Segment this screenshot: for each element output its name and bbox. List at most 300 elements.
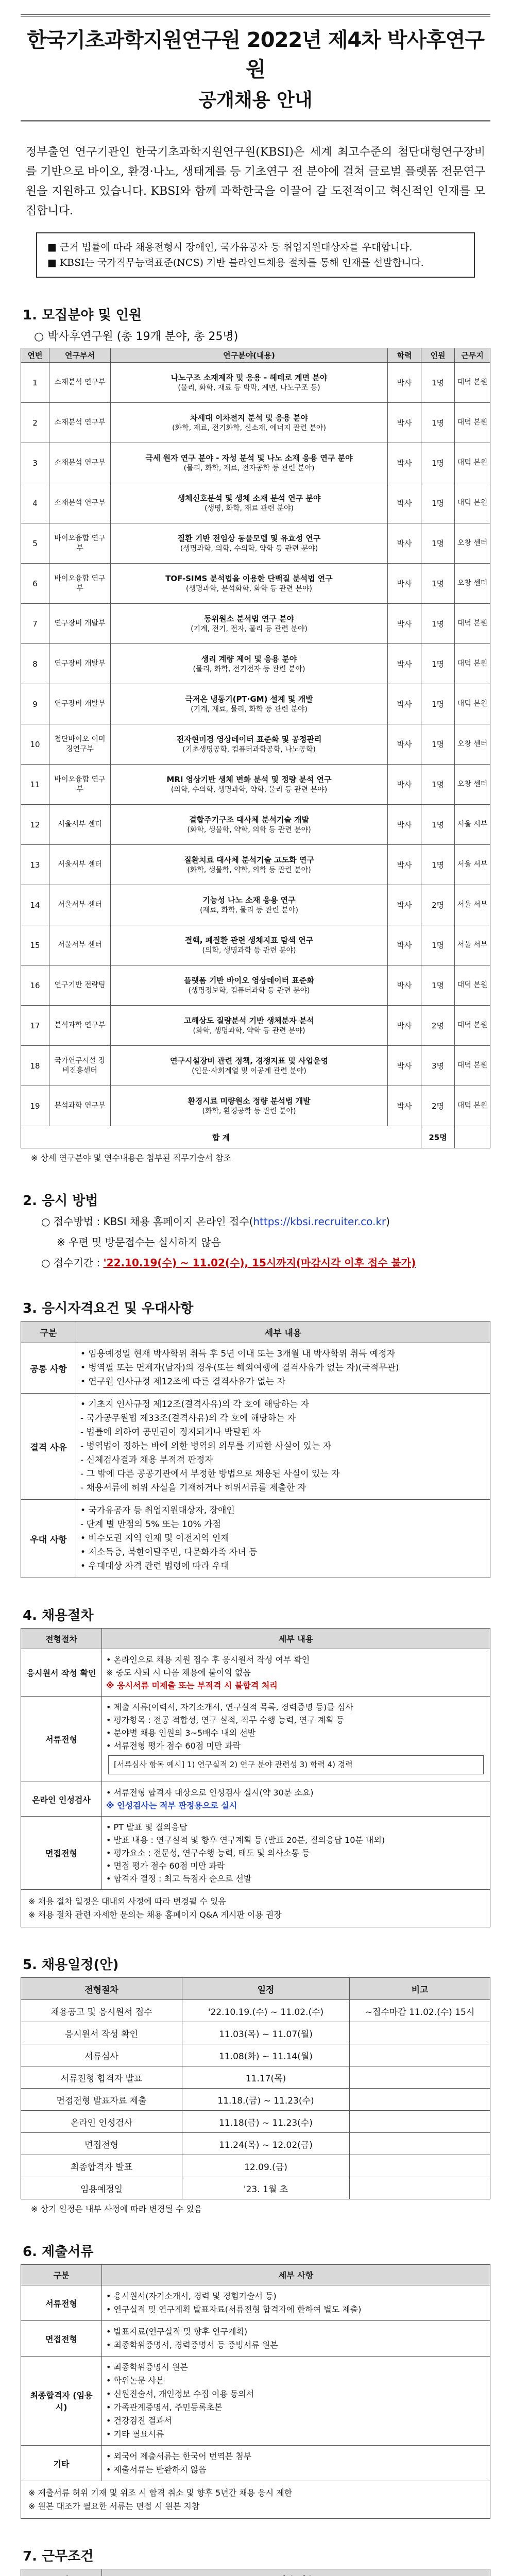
position-desc: (화학, 환경공학 등 관련 분야): [202, 1107, 296, 1115]
procedure-note-box: [21, 1890, 490, 1927]
requirement-row-line: • 기초지 인사규정 제12조(결격사유)의 각 호에 해당하는 자: [80, 1399, 310, 1410]
position-degree: 박사: [388, 483, 421, 523]
procedure-inner-box: [108, 1755, 484, 1774]
position-location: 대덕 본원: [455, 1006, 490, 1046]
position-no: 2: [21, 403, 49, 443]
schedule-cell: '22.10.19.(수) ~ 11.02.(수): [182, 2000, 350, 2022]
position-title: 연구시설장비 관련 정책, 경쟁지표 및 사업운영: [169, 1056, 329, 1065]
requirement-row-line: • 연구원 인사규정 제12조에 따른 결격사유가 없는 자: [80, 1377, 285, 1387]
position-location: 대덕 본원: [455, 443, 490, 483]
document-row-line: • 응시원서(자기소개서, 경력 및 경험기술서 등): [106, 2291, 277, 2301]
positions-subheading: ○ 박사후연구원 (총 19개 분야, 총 25명): [34, 330, 239, 343]
document-row-key: 기타: [21, 2446, 102, 2481]
position-no: 18: [21, 1046, 49, 1086]
position-detail: [111, 805, 388, 845]
total-label: 합 계: [21, 1126, 421, 1148]
position-no: 16: [21, 965, 49, 1006]
position-desc: (생명정보학, 컴퓨터과학 등 관련 분야): [188, 986, 310, 995]
procedure-row: [21, 1697, 490, 1782]
position-dept: 분석과학 연구부: [49, 1086, 111, 1126]
procedure-inner-line: [서류심사 항목 예시] 1) 연구실적 2) 연구 분야 관련성 3) 학력 4) 경력: [114, 1760, 353, 1769]
document-row: [21, 2285, 490, 2321]
schedule-cell: 11.17(목): [182, 2066, 350, 2089]
position-row: [21, 443, 490, 483]
position-location: 서울 서부: [455, 845, 490, 885]
apply-method: [41, 1213, 490, 1230]
section-heading-schedule: 5. 채용일정(안): [23, 1957, 119, 1973]
procedure-line: • 서류전형 합격자 대상으로 인성검사 실시(약 30분 소요): [106, 1788, 314, 1798]
position-desc: (물리, 화학, 재료 등 박막, 계면, 나노구조 등): [178, 383, 320, 392]
position-desc: (기초생명공학, 컴퓨터과학공학, 나노공학): [182, 745, 316, 754]
position-degree: 박사: [388, 443, 421, 483]
position-title: TOF-SIMS 분석법을 이용한 단백질 분석법 연구: [165, 573, 333, 583]
requirement-row-line: - 법률에 의하여 공민권이 정지되거나 박탈된 자: [80, 1427, 261, 1437]
document-row-key: 최종합격자 (임용 시): [21, 2357, 102, 2446]
position-detail: [111, 885, 388, 925]
requirement-row-value: [76, 1394, 490, 1500]
position-dept: 연구장비 개발부: [49, 644, 111, 684]
documents-table: [21, 2264, 490, 2481]
position-count: 1명: [421, 443, 455, 483]
position-dept: 연구기반 전략팀: [49, 965, 111, 1006]
requirements-table: [21, 1321, 490, 1578]
requirement-row-line: - 그 밖에 다른 공공기관에서 부정한 방법으로 채용된 사실이 있는 자: [80, 1469, 340, 1479]
notice-box: [36, 232, 475, 278]
document-row-value: [102, 2446, 490, 2481]
position-degree: 박사: [388, 523, 421, 564]
position-no: 5: [21, 523, 49, 564]
position-dept: 서울서부 센터: [49, 885, 111, 925]
position-no: 15: [21, 925, 49, 965]
procedure-line: • 발표 내용 : 연구실적 및 향후 연구계획 등 (발표 20분, 질의응답 10분 내외): [106, 1835, 385, 1845]
position-count: 2명: [421, 1006, 455, 1046]
schedule-cell: 12.09.(금): [182, 2155, 350, 2177]
position-detail: [111, 684, 388, 724]
document-row-line: • 발표자료(연구실적 및 향후 연구계획): [106, 2327, 248, 2336]
schedule-cell: [350, 2022, 490, 2044]
position-no: 12: [21, 805, 49, 845]
position-desc: (재료, 화학, 물리 등 관련 분야): [200, 906, 298, 914]
procedure-line: • 합격자 결정 : 최고 득점자 순으로 선발: [106, 1874, 252, 1884]
schedule-row: [21, 2000, 490, 2022]
requirement-row-key: 공통 사항: [21, 1343, 76, 1394]
schedule-cell: 면접전형 발표자료 제출: [21, 2089, 182, 2111]
position-desc: (화학, 생물학, 약학, 의학 등 관련 분야): [187, 825, 311, 834]
schedule-row: [21, 2022, 490, 2044]
position-row: [21, 523, 490, 564]
schedule-row: [21, 2066, 490, 2089]
document-row-line: • 외국어 제출서류는 한국어 번역본 첨부: [106, 2451, 252, 2461]
position-count: 1명: [421, 724, 455, 765]
position-location: 대덕 본원: [455, 965, 490, 1006]
position-degree: 박사: [388, 1086, 421, 1126]
position-count: 3명: [421, 1046, 455, 1086]
schedule-cell: 서류전형 합격자 발표: [21, 2066, 182, 2089]
position-location: 대덕 본원: [455, 684, 490, 724]
position-count: 1명: [421, 403, 455, 443]
document-row-line: • 최종학위증명서 원본: [106, 2362, 188, 2372]
position-count: 1명: [421, 564, 455, 604]
document-row-value: [102, 2321, 490, 2357]
requirement-row-line: • 병역필 또는 면제자(남자)의 경우(또는 해외여행에 결격사유가 없는 자)(국적무관): [80, 1363, 399, 1373]
document-row-value: [102, 2357, 490, 2446]
position-detail: [111, 443, 388, 483]
position-location: 오창 센터: [455, 765, 490, 805]
position-desc: (의학, 수의학, 생명과학, 약학, 물리 등 관련 분야): [171, 785, 328, 794]
positions-table: [21, 348, 490, 1148]
document-row-key: 면접전형: [21, 2321, 102, 2357]
position-location: 서울 서부: [455, 805, 490, 845]
col-header: 인원: [421, 348, 455, 363]
schedule-cell: [350, 2177, 490, 2199]
position-desc: (화학, 생물학, 약학, 의학 등 관련 분야): [187, 866, 311, 874]
procedure-highlight: ※ 인성검사는 적부 판정용으로 실시: [106, 1801, 237, 1810]
requirement-row-key: 우대 사항: [21, 1500, 76, 1578]
position-detail: [111, 403, 388, 443]
position-row: [21, 363, 490, 403]
procedure-note: ※ 채용 절차 관련 자세한 문의는 채용 홈페이지 Q&A 게시판 이용 권장: [28, 1910, 282, 1920]
procedure-line: • 면접 평가 점수 60점 미만 과락: [106, 1861, 225, 1871]
schedule-cell: [350, 2089, 490, 2111]
position-no: 10: [21, 724, 49, 765]
requirement-row-line: • 임용예정일 현재 박사학위 취득 후 5년 이내 또는 3개월 내 박사학위 취득 예정자: [80, 1349, 395, 1359]
section-heading-apply: 2. 응시 방법: [23, 1193, 98, 1209]
position-detail: [111, 483, 388, 523]
procedure-line: • 서류전형 평가 점수 60점 미만 과락: [106, 1741, 241, 1751]
recruitment-notice: [0, 14, 511, 2576]
position-count: 2명: [421, 885, 455, 925]
position-title: 전자현미경 영상데이터 표준화 및 공정관리: [176, 734, 322, 744]
procedure-line: • 평가요소 : 전문성, 연구수행 능력, 태도 및 의사소통 등: [106, 1848, 310, 1858]
position-detail: [111, 604, 388, 644]
schedule-cell: 11.18(금) ~ 11.23(수): [182, 2111, 350, 2133]
schedule-cell: [350, 2111, 490, 2133]
requirement-row-value: [76, 1343, 490, 1394]
section-heading-requirements: 3. 응시자격요건 및 우대사항: [23, 1301, 194, 1316]
schedule-cell: 11.18.(금) ~ 11.23(수): [182, 2089, 350, 2111]
position-dept: 서울서부 센터: [49, 845, 111, 885]
position-row: [21, 684, 490, 724]
requirement-row-line: - 신체검사결과 채용 부적격 판정자: [80, 1455, 213, 1465]
position-row: [21, 805, 490, 845]
position-detail: [111, 845, 388, 885]
document-row-key: 서류전형: [21, 2285, 102, 2321]
col-header: 세부 사항: [102, 2265, 490, 2285]
position-count: 1명: [421, 363, 455, 403]
position-no: 7: [21, 604, 49, 644]
position-no: 11: [21, 765, 49, 805]
position-location: 대덕 본원: [455, 1086, 490, 1126]
position-title: 플랫폼 기반 바이오 영상데이터 표준화: [184, 975, 314, 985]
position-dept: 소재분석 연구부: [49, 363, 111, 403]
col-header: 전형절차: [21, 1629, 102, 1649]
position-title: 동위원소 분석법 연구 분야: [203, 614, 295, 623]
requirement-row: [21, 1343, 490, 1394]
col-header: 세부 내용: [76, 1321, 490, 1343]
position-dept: 첨단바이오 이미징연구부: [49, 724, 111, 765]
position-no: 14: [21, 885, 49, 925]
apply-url-link[interactable]: https://kbsi.recruiter.co.kr: [253, 1215, 386, 1228]
position-dept: 소재분석 연구부: [49, 443, 111, 483]
position-detail: [111, 1086, 388, 1126]
position-no: 17: [21, 1006, 49, 1046]
position-location: 대덕 본원: [455, 483, 490, 523]
procedure-detail: [102, 1782, 490, 1817]
requirement-row-line: • 저소득층, 북한이탈주민, 다문화가족 자녀 등: [80, 1547, 258, 1557]
position-desc: (의학, 생명과학 등 관련 분야): [202, 946, 296, 955]
position-count: 1명: [421, 965, 455, 1006]
apply-note: ※ 우편 및 방문접수는 실시하지 않음: [57, 1236, 222, 1248]
col-header: 연구분야(내용): [111, 348, 388, 363]
position-row: [21, 1046, 490, 1086]
position-count: 2명: [421, 1086, 455, 1126]
col-header: 비고: [350, 1978, 490, 2000]
position-dept: 바이오융합 연구부: [49, 564, 111, 604]
schedule-cell: 온라인 인성검사: [21, 2111, 182, 2133]
schedule-cell: 서류심사: [21, 2044, 182, 2066]
position-count: 1명: [421, 684, 455, 724]
notice-item: ■ KBSI는 국가직무능력표준(NCS) 기반 블라인드채용 절차를 통해 인재를 선발합니다.: [47, 257, 424, 268]
apply-period: [41, 1255, 490, 1271]
procedure-line: • PT 발표 및 질의응답: [106, 1822, 188, 1832]
document-row-line: • 연구실적 및 연구계획 발표자료(서류전형 합격자에 한하여 별도 제출): [106, 2304, 362, 2314]
position-dept: 연구장비 개발부: [49, 604, 111, 644]
apply-period-value: '22.10.19(수) ~ 11.02(수), 15시까지(마감시각 이후 접수 불가): [103, 1257, 416, 1269]
position-row: [21, 644, 490, 684]
position-location: 오창 센터: [455, 724, 490, 765]
total-empty: [455, 1126, 490, 1148]
col-header: 일정: [182, 1978, 350, 2000]
notice-item: ■ 근거 법률에 따라 채용전형시 장애인, 국가유공자 등 취업지원대상자를 우대합니다.: [47, 242, 413, 253]
document-row-line: • 최종학위증명서, 경력증명서 등 증빙서류 원본: [106, 2340, 278, 2350]
position-no: 8: [21, 644, 49, 684]
schedule-cell: [350, 2155, 490, 2177]
schedule-row: [21, 2111, 490, 2133]
apply-period-label: ○ 접수기간 :: [41, 1257, 104, 1269]
position-title: 결핵, 폐질환 관련 생체지표 탐색 연구: [184, 935, 314, 945]
col-header: [102, 2569, 490, 2576]
requirement-row-line: • 우대대상 자격 관련 법령에 따라 우대: [80, 1561, 229, 1571]
position-location: 대덕 본원: [455, 403, 490, 443]
schedule-row: [21, 2177, 490, 2199]
position-desc: (인문·사회계열 및 이공계 관련 분야): [192, 1066, 306, 1075]
position-detail: [111, 523, 388, 564]
position-degree: 박사: [388, 644, 421, 684]
position-degree: 박사: [388, 925, 421, 965]
position-degree: 박사: [388, 403, 421, 443]
position-row: [21, 403, 490, 443]
position-detail: [111, 1006, 388, 1046]
position-row: [21, 965, 490, 1006]
position-degree: 박사: [388, 1046, 421, 1086]
position-desc: (생명과학, 분석화학, 화학 등 관련 분야): [186, 584, 312, 593]
position-row: [21, 724, 490, 765]
document-row-line: • 가족관계증명서, 주민등록초본: [106, 2402, 223, 2412]
position-degree: 박사: [388, 564, 421, 604]
position-detail: [111, 363, 388, 403]
position-count: 1명: [421, 523, 455, 564]
requirement-row-line: - 채용서류에 허위 사실을 기재하거나 허위서류를 제출한 자: [80, 1483, 306, 1493]
position-location: 서울 서부: [455, 925, 490, 965]
schedule-cell: 임용예정일: [21, 2177, 182, 2199]
position-desc: (기계, 전기, 전자, 물리 등 관련 분야): [191, 624, 308, 633]
position-title: 나노구조 소재제작 및 응용 - 헤테로 계면 분야: [171, 372, 328, 382]
position-desc: (기계, 재료, 물리, 화학 등 관련 분야): [191, 705, 308, 714]
position-row: [21, 1006, 490, 1046]
position-title: 차세대 이차전지 분석 및 응용 분야: [190, 413, 308, 422]
procedure-row: [21, 1782, 490, 1817]
position-detail: [111, 644, 388, 684]
position-no: 13: [21, 845, 49, 885]
procedure-table: [21, 1628, 490, 1890]
position-degree: 박사: [388, 965, 421, 1006]
position-dept: 국가연구시설 장비진흥센터: [49, 1046, 111, 1086]
notice-title-line1: 한국기초과학지원연구원 2022년 제4차 박사후연구원: [26, 28, 485, 81]
requirement-row-value: [76, 1500, 490, 1578]
schedule-row: [21, 2133, 490, 2155]
apply-method-text: ○ 접수방법 : KBSI 채용 홈페이지 온라인 접수(: [41, 1215, 253, 1228]
document-row-line: • 학위논문 사본: [106, 2376, 164, 2385]
position-title: 환경시료 미량원소 정량 분석법 개발: [188, 1096, 311, 1106]
section-heading-positions: 1. 모집분야 및 인원: [23, 308, 142, 323]
position-dept: 바이오융합 연구부: [49, 523, 111, 564]
col-header: 연구부서: [49, 348, 111, 363]
position-count: 1명: [421, 604, 455, 644]
schedule-cell: 최종합격자 발표: [21, 2155, 182, 2177]
position-no: 19: [21, 1086, 49, 1126]
position-location: 대덕 본원: [455, 1046, 490, 1086]
position-no: 9: [21, 684, 49, 724]
position-no: 3: [21, 443, 49, 483]
schedule-cell: 응시원서 작성 확인: [21, 2022, 182, 2044]
position-dept: 바이오융합 연구부: [49, 765, 111, 805]
document-row: [21, 2357, 490, 2446]
document-row: [21, 2446, 490, 2481]
schedule-cell: 채용공고 및 응시원서 접수: [21, 2000, 182, 2022]
position-location: 오창 센터: [455, 564, 490, 604]
position-desc: (물리, 화학, 전기전자 등 관련 분야): [193, 665, 305, 673]
position-row: [21, 604, 490, 644]
position-title: 생체신호분석 및 생체 소재 분석 연구 분야: [177, 493, 321, 503]
position-row: [21, 925, 490, 965]
requirement-row: [21, 1394, 490, 1500]
procedure-detail: [102, 1649, 490, 1697]
schedule-cell: 11.03(목) ~ 11.07(월): [182, 2022, 350, 2044]
position-degree: 박사: [388, 885, 421, 925]
schedule-cell: [350, 2066, 490, 2089]
procedure-line: • 평가항목 : 전공 적합성, 연구 실적, 직무 수행 능력, 연구 계획 등: [106, 1715, 345, 1725]
schedule-row: [21, 2089, 490, 2111]
position-title: 극세 원자 연구 분야 - 자성 분석 및 나노 소재 응용 연구 분야: [145, 453, 353, 463]
position-desc: (화학, 재료, 전기화학, 신소재, 에너지 관련 분야): [172, 423, 326, 432]
requirement-row-line: - 국가공무원법 제33조(결격사유)의 각 호에 해당하는 자: [80, 1413, 296, 1423]
position-count: 1명: [421, 925, 455, 965]
procedure-row: [21, 1649, 490, 1697]
procedure-warning: ※ 응시서류 미제출 또는 부적격 시 불합격 처리: [106, 1681, 278, 1690]
procedure-stage: 응시원서 작성 확인: [21, 1649, 102, 1697]
position-location: 서울 서부: [455, 885, 490, 925]
apply-method-suffix: ): [386, 1215, 390, 1228]
col-header: 근무지: [455, 348, 490, 363]
document-row-value: [102, 2285, 490, 2321]
procedure-row: [21, 1817, 490, 1890]
position-degree: 박사: [388, 724, 421, 765]
requirement-row: [21, 1500, 490, 1578]
col-header: 구분: [21, 1321, 76, 1343]
total-value: 25명: [421, 1126, 455, 1148]
position-degree: 박사: [388, 845, 421, 885]
section-heading-documents: 6. 제출서류: [23, 2244, 94, 2260]
document-row-line: • 기타 필요서류: [106, 2429, 164, 2439]
positions-note: ※ 상세 연구분야 및 연수내용은 첨부된 직무기술서 참조: [31, 1153, 232, 1163]
position-location: 오창 센터: [455, 523, 490, 564]
position-dept: 서울서부 센터: [49, 805, 111, 845]
positions-total-row: [21, 1126, 490, 1148]
work-conditions-table: [21, 2569, 490, 2576]
position-title: 기능성 나노 소재 응용 연구: [202, 895, 296, 905]
document-row-line: • 제출서류는 반환하지 않음: [106, 2465, 207, 2475]
position-title: MRI 영상기반 생체 변화 분석 및 정량 분석 연구: [166, 774, 332, 784]
procedure-stage: 온라인 인성검사: [21, 1782, 102, 1817]
position-row: [21, 845, 490, 885]
position-dept: 소재분석 연구부: [49, 483, 111, 523]
position-detail: [111, 765, 388, 805]
procedure-line: ※ 중도 사퇴 시 다음 채용에 불이익 없음: [106, 1668, 251, 1677]
requirement-row-line: • 비수도권 지역 인재 및 이전지역 인재: [80, 1533, 229, 1544]
requirement-row-line: - 단계 별 만점의 5% 또는 10% 가점: [80, 1519, 221, 1530]
intro-paragraph: 정부출연 연구기관인 한국기초과학지원연구원(KBSI)은 세계 최고수준의 첨단대형연구장비를 기반으로 바이오, 환경·나노, 생태계를 등 기초연구 전 분야에 걸쳐 글로벌 플랫폼 전문연구원을 지원하고 있습니다. KBSI와 함께 과학한국을 이끌어 갈 도전적이고 혁신적인 인재를 모집합니다.: [26, 146, 485, 217]
position-location: 대덕 본원: [455, 363, 490, 403]
procedure-stage: 서류전형: [21, 1697, 102, 1782]
position-detail: [111, 1046, 388, 1086]
procedure-line: • 온라인으로 채용 지원 접수 후 응시원서 작성 여부 확인: [106, 1655, 310, 1665]
position-degree: 박사: [388, 1006, 421, 1046]
position-row: [21, 1086, 490, 1126]
section-heading-procedure: 4. 채용절차: [23, 1608, 94, 1623]
position-title: 고해상도 질량분석 기반 생체분자 분석: [184, 1015, 314, 1025]
position-title: 생리 계량 제어 및 응용 분야: [201, 654, 297, 664]
documents-note: ※ 원본 대조가 필요한 서류는 면접 시 원본 지참: [28, 2501, 200, 2511]
position-degree: 박사: [388, 363, 421, 403]
requirement-row-line: - 병역법이 정하는 바에 의한 병역의 의무를 기피한 사실이 있는 자: [80, 1441, 332, 1451]
section-heading-work: 7. 근무조건: [23, 2549, 94, 2564]
position-count: 1명: [421, 805, 455, 845]
position-dept: 소재분석 연구부: [49, 403, 111, 443]
position-location: 대덕 본원: [455, 644, 490, 684]
position-row: [21, 564, 490, 604]
position-count: 1명: [421, 483, 455, 523]
schedule-cell: '23. 1월 초: [182, 2177, 350, 2199]
schedule-cell: 면접전형: [21, 2133, 182, 2155]
position-dept: 서울서부 센터: [49, 925, 111, 965]
document-row-line: • 건강검진 결과서: [106, 2416, 172, 2426]
schedule-row: [21, 2044, 490, 2066]
schedule-cell: [350, 2044, 490, 2066]
schedule-cell: 11.24(목) ~ 12.02(금): [182, 2133, 350, 2155]
position-count: 1명: [421, 845, 455, 885]
procedure-detail: [102, 1697, 490, 1782]
position-degree: 박사: [388, 765, 421, 805]
position-row: [21, 765, 490, 805]
requirement-row-key: 결격 사유: [21, 1394, 76, 1500]
position-count: 1명: [421, 644, 455, 684]
documents-note: ※ 제출서류 허위 기재 및 위조 시 합격 취소 및 향후 5년간 채용 응시 제한: [28, 2488, 293, 2498]
position-degree: 박사: [388, 805, 421, 845]
notice-title-line2: 공개채용 안내: [198, 90, 313, 111]
procedure-note: ※ 채용 절차 일정은 대내외 사정에 따라 변경될 수 있음: [28, 1896, 226, 1906]
document-row-line: • 신원진술서, 개인정보 수집 이용 동의서: [106, 2389, 254, 2399]
position-no: 1: [21, 363, 49, 403]
